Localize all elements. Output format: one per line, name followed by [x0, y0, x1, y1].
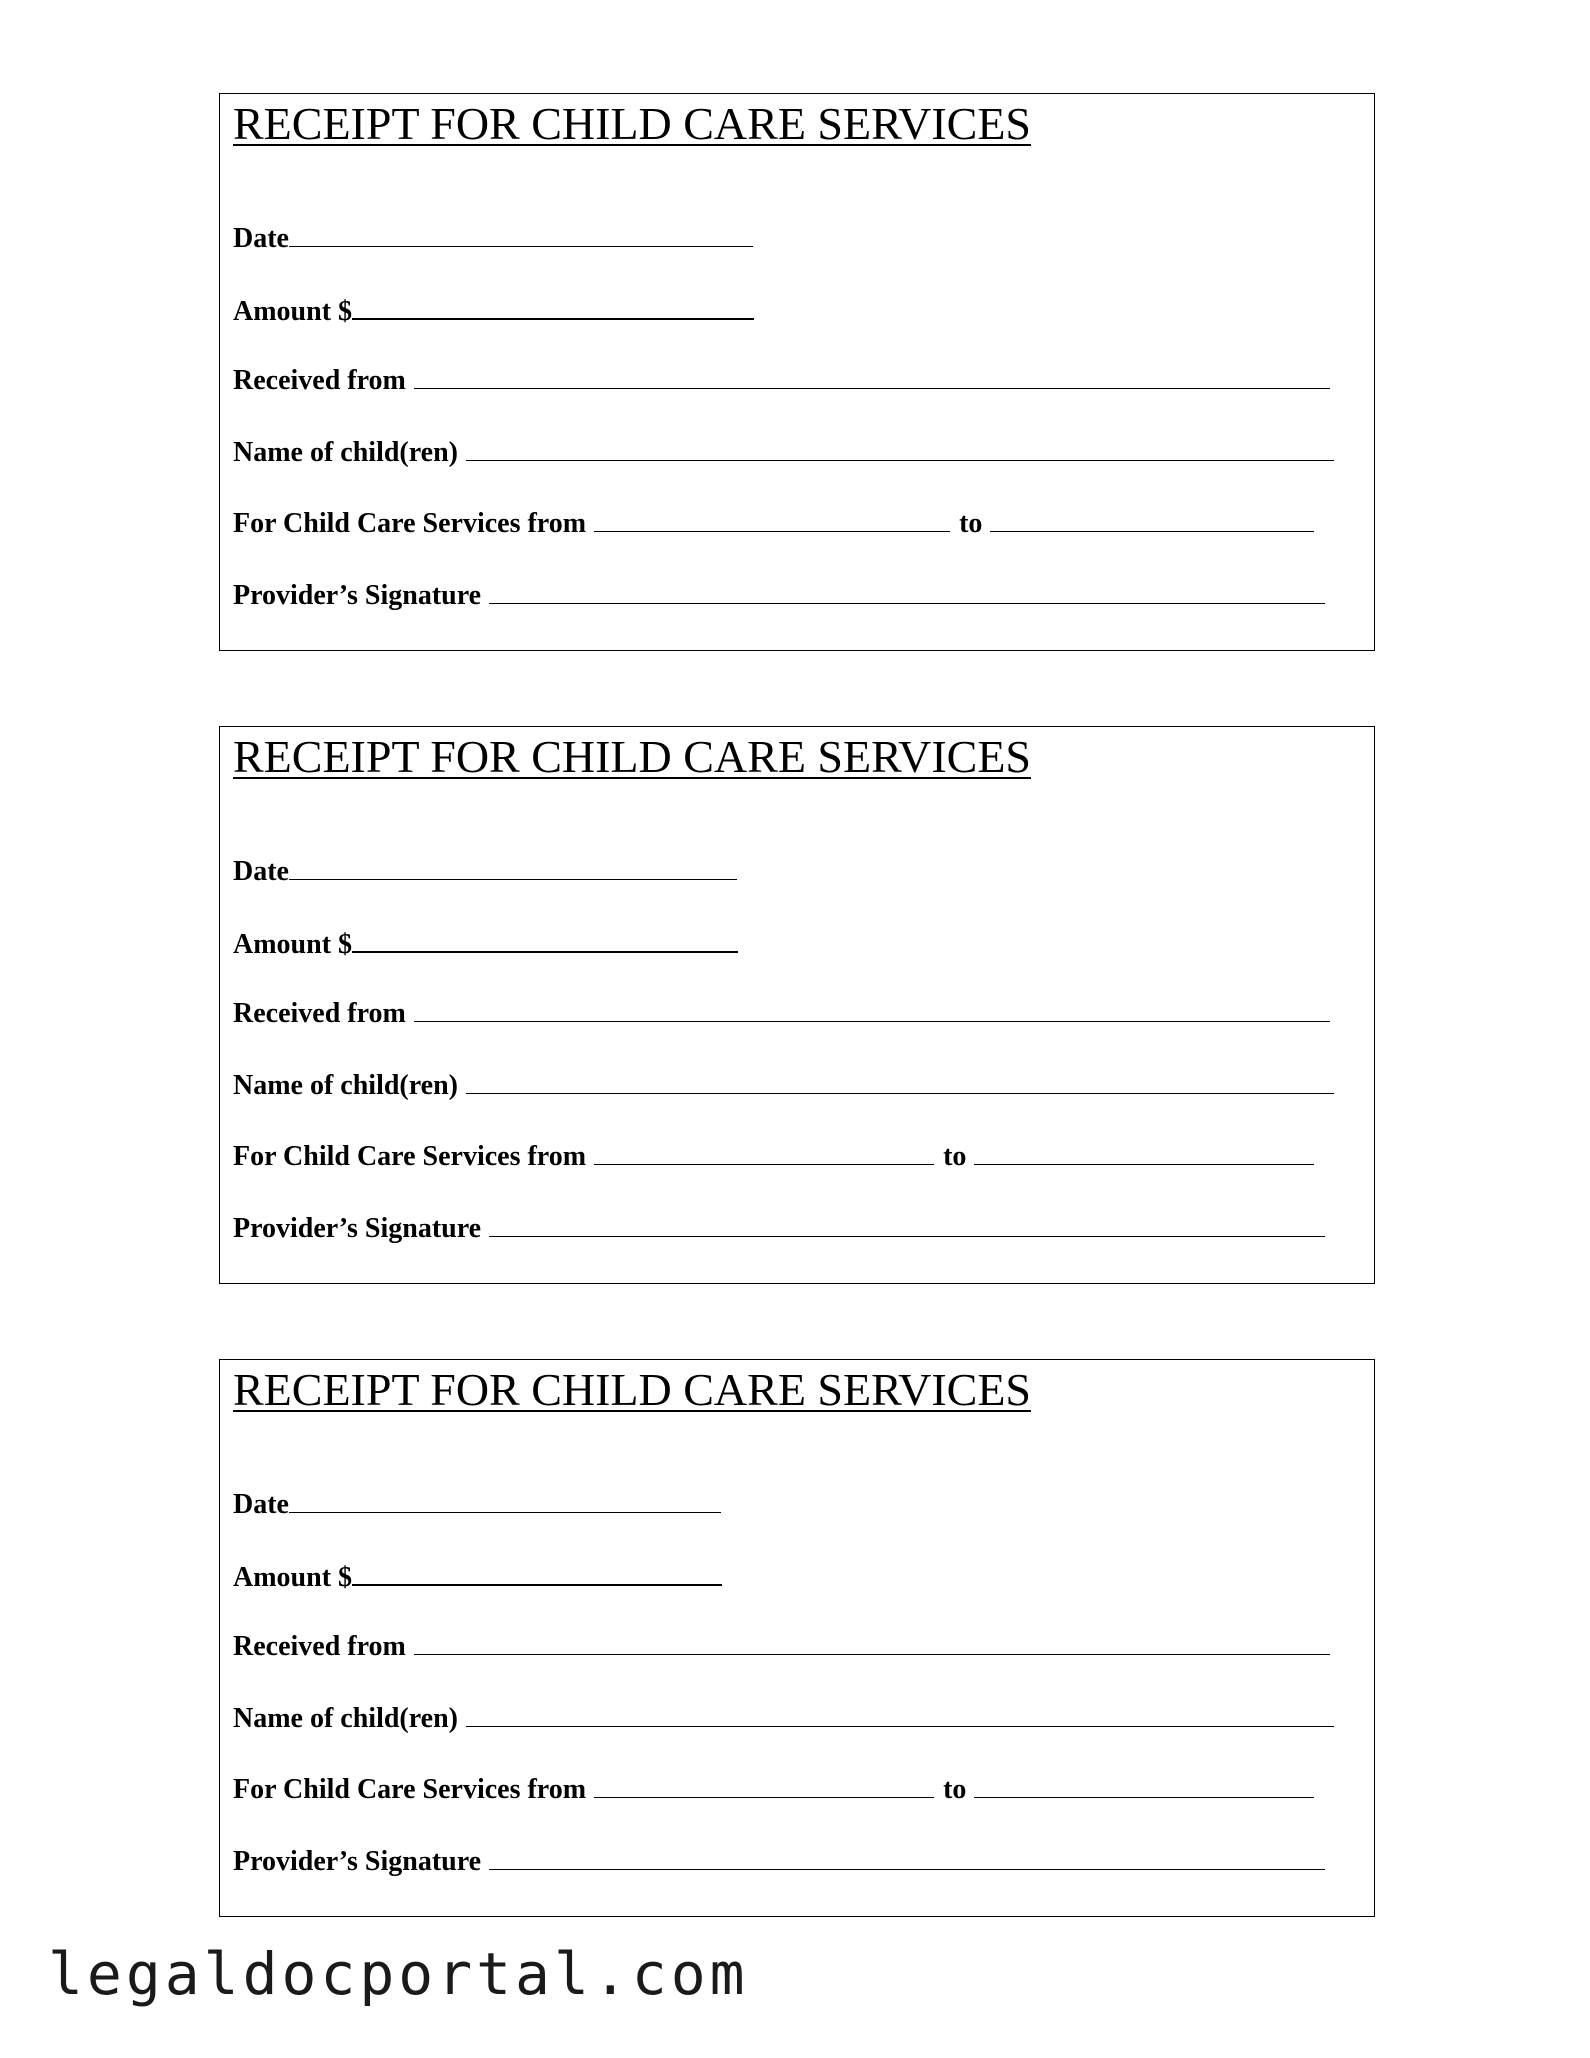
children-field[interactable] — [466, 438, 1334, 461]
signature-field[interactable] — [489, 581, 1325, 604]
received-from-label: Received from — [233, 1631, 406, 1662]
children-row — [233, 1071, 1334, 1100]
received-from-row — [233, 1632, 1330, 1661]
date-field[interactable] — [289, 857, 737, 880]
service-end-field[interactable] — [974, 1775, 1314, 1798]
received-from-row — [233, 366, 1330, 395]
date-label: Date — [233, 856, 289, 887]
children-label: Name of child(ren) — [233, 1703, 458, 1734]
watermark: legaldocportal.com — [48, 1940, 749, 2008]
received-from-row — [233, 999, 1330, 1028]
signature-field[interactable] — [489, 1214, 1325, 1237]
services-from-label: For Child Care Services from — [233, 1774, 587, 1805]
signature-label: Provider’s Signature — [233, 1846, 482, 1877]
date-row — [233, 1490, 721, 1519]
received-from-field[interactable] — [414, 999, 1330, 1022]
date-row — [233, 224, 753, 253]
received-from-field[interactable] — [414, 366, 1330, 389]
service-period-row — [233, 509, 1314, 538]
date-field[interactable] — [289, 1490, 721, 1513]
date-label: Date — [233, 1489, 289, 1520]
date-field[interactable] — [289, 224, 753, 247]
amount-label: Amount $ — [233, 929, 353, 960]
date-row — [233, 857, 737, 886]
children-label: Name of child(ren) — [233, 437, 458, 468]
receipt-form-3 — [219, 1359, 1375, 1917]
signature-label: Provider’s Signature — [233, 580, 482, 611]
signature-row — [233, 1847, 1325, 1876]
amount-label: Amount $ — [233, 296, 353, 327]
service-start-field[interactable] — [594, 509, 950, 532]
service-end-field[interactable] — [990, 509, 1314, 532]
service-start-field[interactable] — [594, 1142, 934, 1165]
receipt-title: RECEIPT FOR CHILD CARE SERVICES — [233, 731, 1032, 782]
signature-row — [233, 1214, 1325, 1243]
amount-row — [233, 929, 738, 959]
signature-label: Provider’s Signature — [233, 1213, 482, 1244]
receipt-form-1 — [219, 93, 1375, 651]
service-period-row — [233, 1142, 1314, 1171]
to-label: to — [943, 1141, 967, 1172]
amount-row — [233, 296, 754, 326]
to-label: to — [943, 1774, 967, 1805]
children-field[interactable] — [466, 1704, 1334, 1727]
children-row — [233, 438, 1334, 467]
services-from-label: For Child Care Services from — [233, 1141, 587, 1172]
signature-field[interactable] — [489, 1847, 1325, 1870]
children-row — [233, 1704, 1334, 1733]
receipt-form-2 — [219, 726, 1375, 1284]
amount-row — [233, 1562, 722, 1592]
signature-row — [233, 581, 1325, 610]
amount-field[interactable] — [352, 1562, 722, 1586]
amount-field[interactable] — [352, 929, 738, 953]
service-start-field[interactable] — [594, 1775, 934, 1798]
service-end-field[interactable] — [974, 1142, 1314, 1165]
received-from-label: Received from — [233, 365, 406, 396]
receipt-title: RECEIPT FOR CHILD CARE SERVICES — [233, 1364, 1032, 1415]
date-label: Date — [233, 223, 289, 254]
service-period-row — [233, 1775, 1314, 1804]
amount-label: Amount $ — [233, 1562, 353, 1593]
to-label: to — [959, 508, 983, 539]
children-field[interactable] — [466, 1071, 1334, 1094]
services-from-label: For Child Care Services from — [233, 508, 587, 539]
receipt-title: RECEIPT FOR CHILD CARE SERVICES — [233, 98, 1032, 149]
amount-field[interactable] — [352, 296, 754, 320]
received-from-label: Received from — [233, 998, 406, 1029]
children-label: Name of child(ren) — [233, 1070, 458, 1101]
received-from-field[interactable] — [414, 1632, 1330, 1655]
